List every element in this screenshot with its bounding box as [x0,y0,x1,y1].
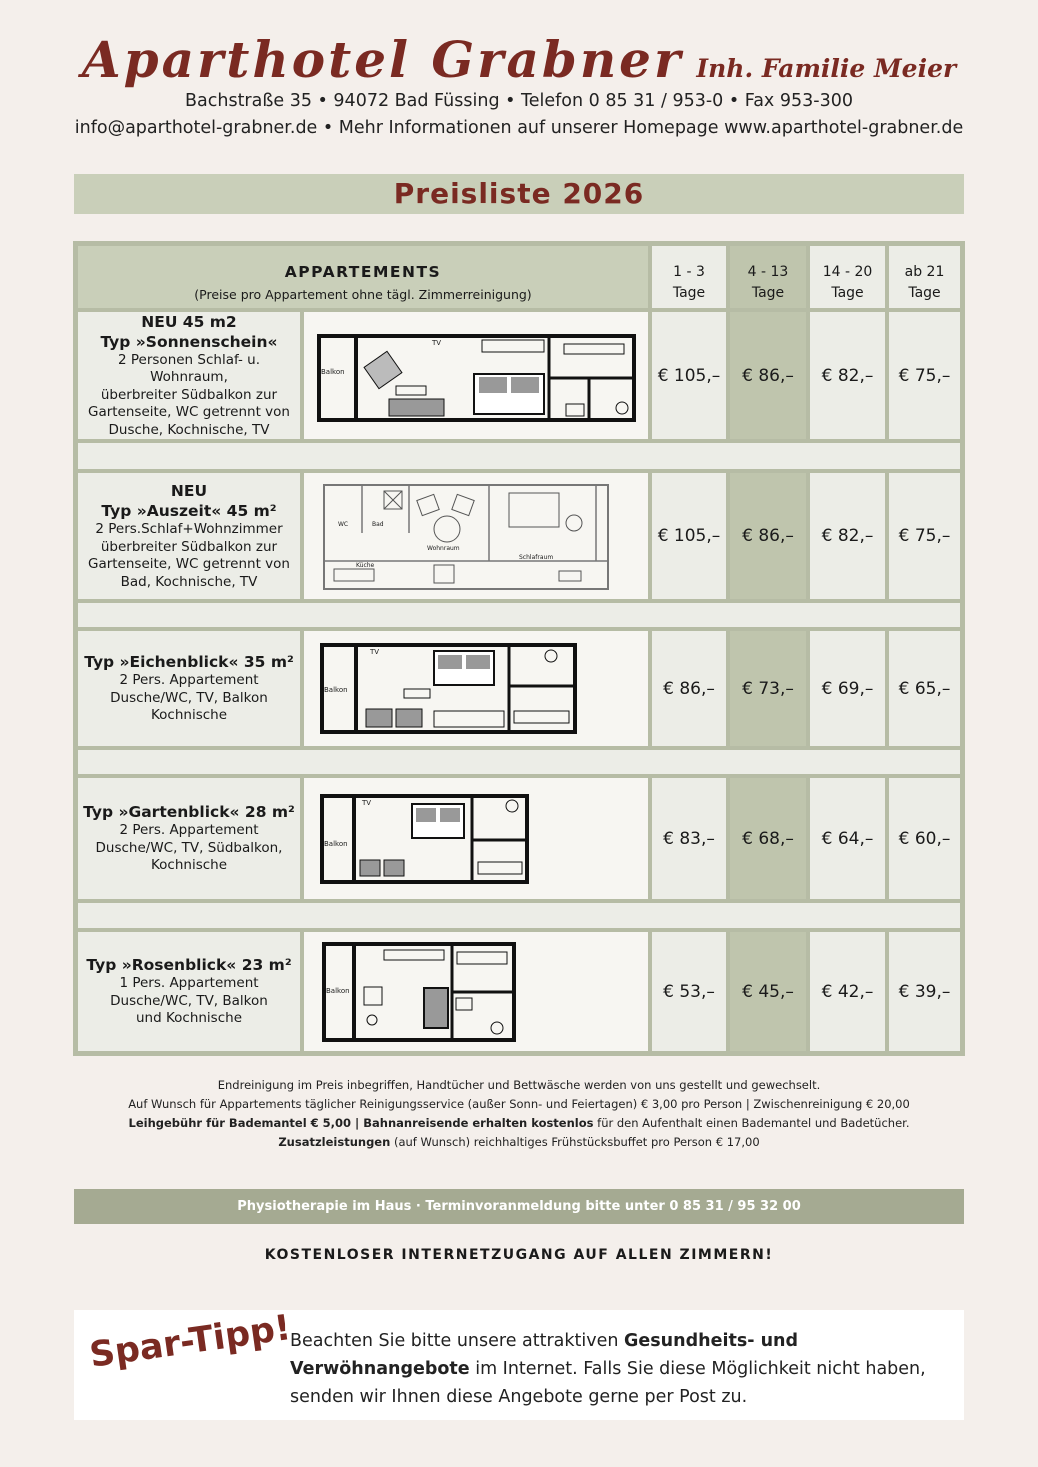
room-feature: Dusche/WC, TV, Balkon [110,992,268,1009]
price-cell: € 42,– [810,932,885,1051]
column-unit: Tage [672,285,706,301]
room-title: NEU 45 m2 [141,312,237,331]
hotel-owner: Inh. Familie Meier [696,54,957,83]
price-cell: € 69,– [810,631,885,746]
physiotherapy-banner: Physiotherapie im Haus · Terminvoranmeldung bitte unter 0 85 31 / 95 32 00 [74,1189,964,1224]
column-header-1-3 [652,246,726,308]
room-feature: Bad, Kochnische, TV [120,573,258,590]
column-unit: Tage [831,285,864,301]
plan-label: TV [362,799,372,807]
floor-plan-sonnenschein [304,312,648,439]
hotel-name: Aparthotel Grabner [81,30,684,89]
contact-line: info@aparthotel-grabner.de • Mehr Informationen auf unserer Homepage www.aparthotel-grabner.de [74,118,964,138]
plan-label: Wohnraum [427,545,460,552]
room-feature: 2 Pers.Schlaf+Wohnzimmer [95,521,283,537]
price-cell: € 39,– [889,932,960,1051]
room-feature: überbreiter Südbalkon zur [100,538,278,555]
room-title: Typ »Eichenblick« 35 m² [84,653,294,672]
room-title: Typ »Auszeit« 45 m² [101,502,277,520]
room-description-rosenblick [78,932,300,1051]
plan-label: Bad [372,521,384,528]
price-cell: € 60,– [889,778,960,899]
row-spacer [78,443,960,469]
price-cell: € 86,– [730,312,806,439]
plan-label: Balkon [324,686,348,694]
price-cell: € 105,– [652,312,726,439]
price-cell: € 65,– [889,631,960,746]
price-list-title: Preisliste 2026 [74,174,964,214]
note-daily-service: Auf Wunsch für Appartements täglicher Reinigungsservice (außer Sonn- und Feiertagen) € 3,00 pro Person | Zwischenreinigung € 20,00 [128,1097,910,1111]
room-feature: 2 Pers. Appartement [119,822,259,839]
price-cell: € 53,– [652,932,726,1051]
room-feature: Gartenseite, WC getrennt von [87,404,290,421]
plan-label: Balkon [321,368,345,376]
column-days: 1 - 3 [673,264,705,280]
header-subtitle: (Preise pro Appartement ohne tägl. Zimmerreinigung) [194,287,532,302]
plan-label: Schlafraum [519,554,554,561]
room-feature: Gartenseite, WC getrennt von [87,556,290,572]
floor-plan-gartenblick [304,778,648,899]
room-feature: überbreiter Südbalkon zur [100,386,278,403]
plan-label: Küche [356,562,375,569]
internet-notice: KOSTENLOSER INTERNETZUGANG AUF ALLEN ZIMMERN! [264,1247,774,1263]
room-feature: Kochnische [150,857,228,874]
tip-text-start: Beachten Sie bitte unsere attraktiven [290,1331,625,1351]
floor-plan-rosenblick [304,932,648,1051]
plan-label: TV [432,339,442,347]
room-title: Typ »Gartenblick« 28 m² [83,803,295,822]
table-header-appartements [78,246,648,308]
note-bathrobe-rest: für den Aufenthalt einen Bademantel und Badetücher. [593,1116,910,1130]
floor-plan-auszeit [304,473,648,599]
room-feature: Dusche/WC, TV, Südbalkon, [95,839,283,856]
room-feature: 2 Pers. Appartement [119,672,259,689]
price-table [73,241,965,1056]
price-cell: € 82,– [810,312,885,439]
column-days: 14 - 20 [822,264,873,280]
floor-plan-eichenblick [304,631,648,746]
price-cell: € 68,– [730,778,806,899]
price-cell: € 45,– [730,932,806,1051]
tip-text-bold: Gesundheits- und Verwöhnangebote [290,1331,799,1379]
room-description-sonnenschein [78,312,300,439]
column-header-4-13 [730,246,806,308]
room-description-auszeit [78,473,300,599]
row-spacer [78,903,960,928]
column-unit: Tage [751,285,785,301]
price-cell: € 105,– [652,473,726,599]
note-extras-bold: Zusatzleistungen [278,1135,391,1149]
price-cell: € 75,– [889,473,960,599]
room-feature: Dusche, Kochnische, TV [108,421,270,438]
price-cell: € 86,– [652,631,726,746]
note-extras-rest: (auf Wunsch) reichhaltiges Frühstücksbuffet pro Person € 17,00 [390,1135,760,1149]
room-title: NEU [170,482,208,500]
column-days: 4 - 13 [747,264,789,280]
price-cell: € 83,– [652,778,726,899]
hotel-name-heading [0,30,1038,89]
column-days: ab 21 [904,264,945,280]
price-cell: € 82,– [810,473,885,599]
plan-label: Balkon [324,840,348,848]
room-feature: Dusche/WC, TV, Balkon [110,689,268,706]
room-description-gartenblick [78,778,300,899]
plan-label: Balkon [326,987,350,995]
plan-label: TV [370,648,380,656]
spar-tipp-text [290,1327,960,1411]
room-title: Typ »Sonnenschein« [100,332,278,351]
column-header-ab-21 [889,246,960,308]
price-cell: € 86,– [730,473,806,599]
note-bathrobe-bold: Leihgebühr für Bademantel € 5,00 | Bahnanreisende erhalten kostenlos [128,1116,594,1130]
plan-label: WC [338,521,349,528]
address-line: Bachstraße 35 • 94072 Bad Füssing • Telefon 0 85 31 / 953-0 • Fax 953-300 [185,91,853,111]
room-feature: 2 Personen Schlaf- u. Wohnraum, [118,351,260,386]
note-extras [0,1135,1038,1149]
room-feature: und Kochnische [135,1010,243,1027]
price-cell: € 73,– [730,631,806,746]
tip-text-end: im Internet. Falls Sie diese Möglichkeit nicht haben, senden wir Ihnen diese Angebote gerne per Post zu. [290,1359,926,1407]
note-cleaning: Endreinigung im Preis inbegriffen, Handtücher und Bettwäsche werden von uns gestellt und gewechselt. [217,1078,821,1092]
room-description-eichenblick [78,631,300,746]
note-bathrobe [0,1116,1038,1130]
price-cell: € 75,– [889,312,960,439]
row-spacer [78,750,960,774]
room-feature: Kochnische [150,707,228,724]
spar-tipp-label: Spar-Tipp! [87,1308,294,1376]
column-header-14-20 [810,246,885,308]
room-feature: 1 Pers. Appartement [119,975,259,992]
row-spacer [78,603,960,627]
header-title: APPARTEMENTS [284,263,442,281]
column-unit: Tage [908,285,941,301]
price-cell: € 64,– [810,778,885,899]
room-title: Typ »Rosenblick« 23 m² [86,956,292,975]
